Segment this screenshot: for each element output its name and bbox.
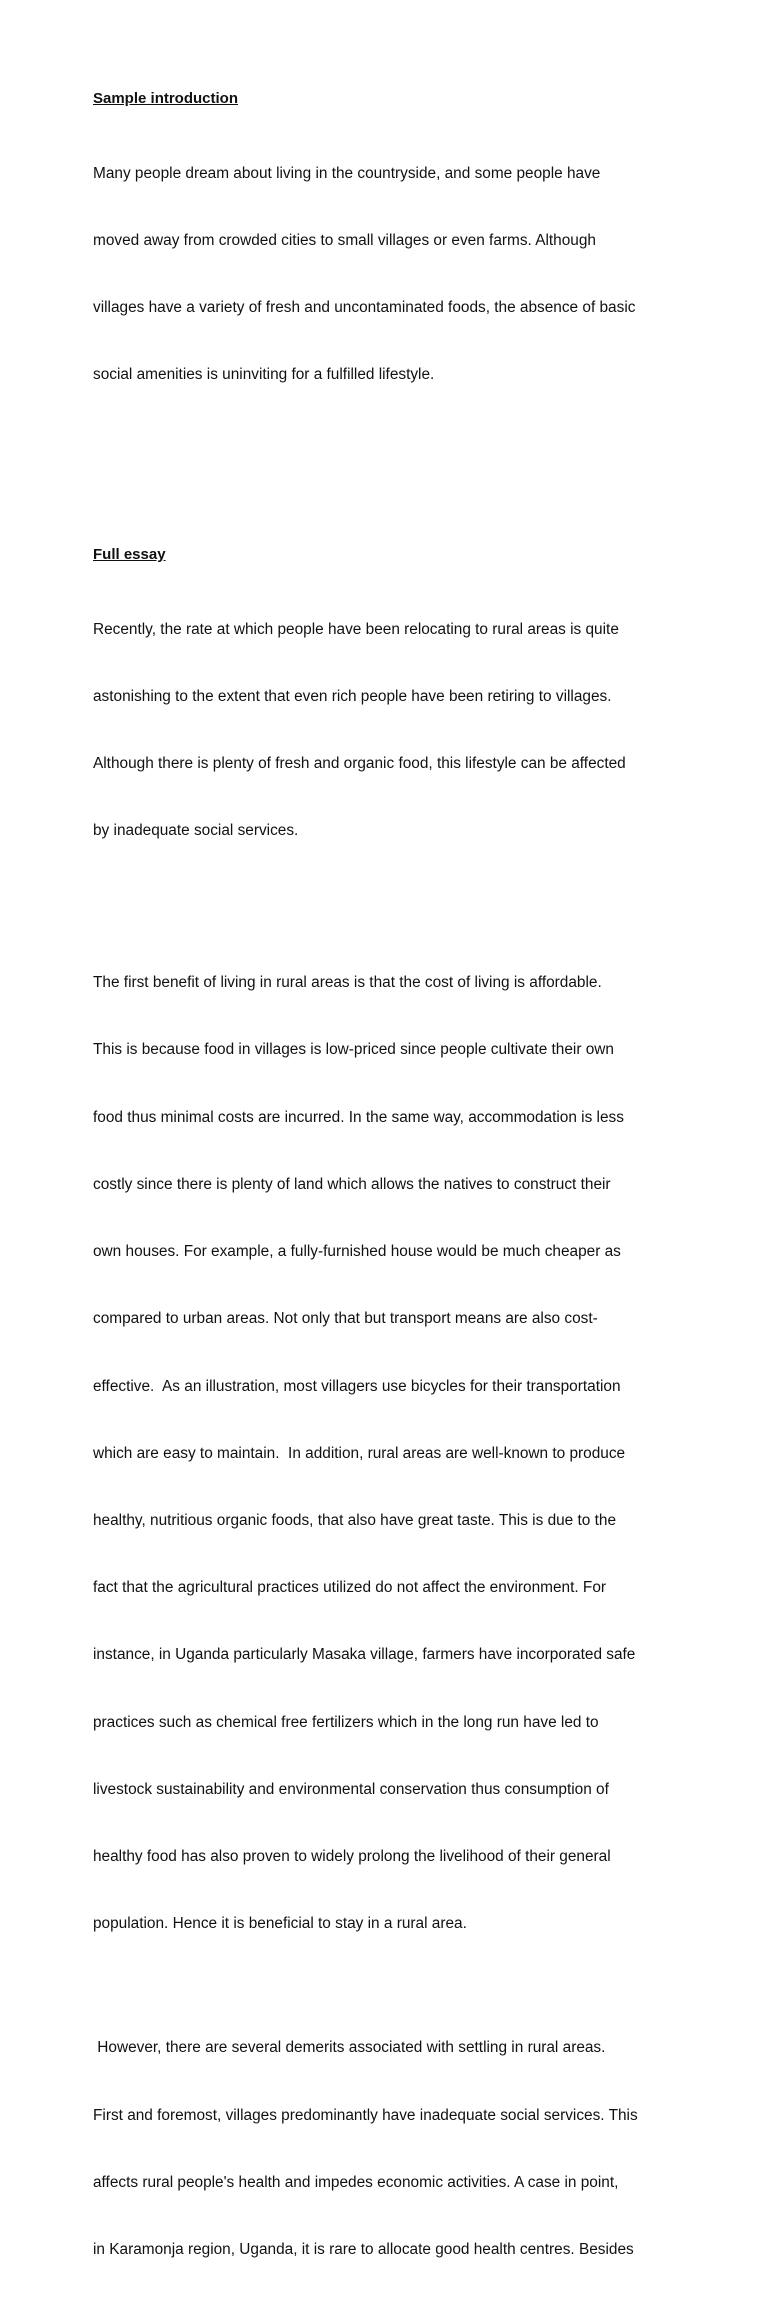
full-essay-heading: Full essay	[93, 545, 166, 563]
text-line: The first benefit of living in rural areas is that the cost of living is affordable.	[93, 974, 602, 992]
text-line: villages have a variety of fresh and uncontaminated foods, the absence of basic	[93, 299, 636, 317]
essay-paragraph-3	[93, 1992, 683, 2306]
text-line: compared to urban areas. Not only that but transport means are also cost-	[93, 1310, 598, 1328]
text-line: by inadequate social services.	[93, 822, 299, 840]
text-line: affects rural people's health and impedes economic activities. A case in point,	[93, 2173, 619, 2191]
text-line: costly since there is plenty of land which allows the natives to construct their	[93, 1175, 611, 1193]
essay-paragraph-2	[93, 927, 683, 1980]
text-line: Many people dream about living in the countryside, and some people have	[93, 164, 601, 182]
text-line: moved away from crowded cities to small villages or even farms. Although	[93, 232, 596, 250]
text-line: in Karamonja region, Uganda, it is rare to allocate good health centres. Besides	[93, 2240, 634, 2258]
intro-heading: Sample introduction	[93, 90, 239, 107]
text-line: First and foremost, villages predominantly have inadequate social services. This	[93, 2106, 638, 2124]
text-line: practices such as chemical free fertilizers which in the long run have led to	[93, 1713, 599, 1731]
text-line: This is because food in villages is low-priced since people cultivate their own	[93, 1041, 614, 1059]
essay-paragraph-1	[93, 574, 683, 888]
text-line: Although there is plenty of fresh and organic food, this lifestyle can be affected	[93, 754, 626, 772]
text-line: own houses. For example, a fully-furnished house would be much cheaper as	[93, 1243, 621, 1261]
text-line: which are easy to maintain. In addition, rural areas are well-known to produce	[93, 1444, 626, 1462]
text-line: population. Hence it is beneficial to stay in a rural area.	[93, 1915, 467, 1933]
text-line: social amenities is uninviting for a fulfilled lifestyle.	[93, 366, 435, 384]
text-line: livestock sustainability and environmental conservation thus consumption of	[93, 1780, 609, 1798]
text-line: However, there are several demerits associated with settling in rural areas.	[93, 2039, 606, 2057]
text-line: instance, in Uganda particularly Masaka village, farmers have incorporated safe	[93, 1646, 636, 1664]
text-line: fact that the agricultural practices utilized do not affect the environment. For	[93, 1579, 607, 1597]
text-line: healthy food has also proven to widely prolong the livelihood of their general	[93, 1848, 611, 1866]
text-line: healthy, nutritious organic foods, that also have great taste. This is due to the	[93, 1511, 617, 1529]
intro-paragraph	[93, 118, 683, 432]
document-page	[93, 88, 683, 2306]
text-line: food thus minimal costs are incurred. In the same way, accommodation is less	[93, 1108, 624, 1126]
text-line: effective. As an illustration, most villagers use bicycles for their transportation	[93, 1377, 621, 1395]
text-line: astonishing to the extent that even rich people have been retiring to villages.	[93, 687, 612, 705]
text-line: Recently, the rate at which people have been relocating to rural areas is quite	[93, 620, 619, 638]
